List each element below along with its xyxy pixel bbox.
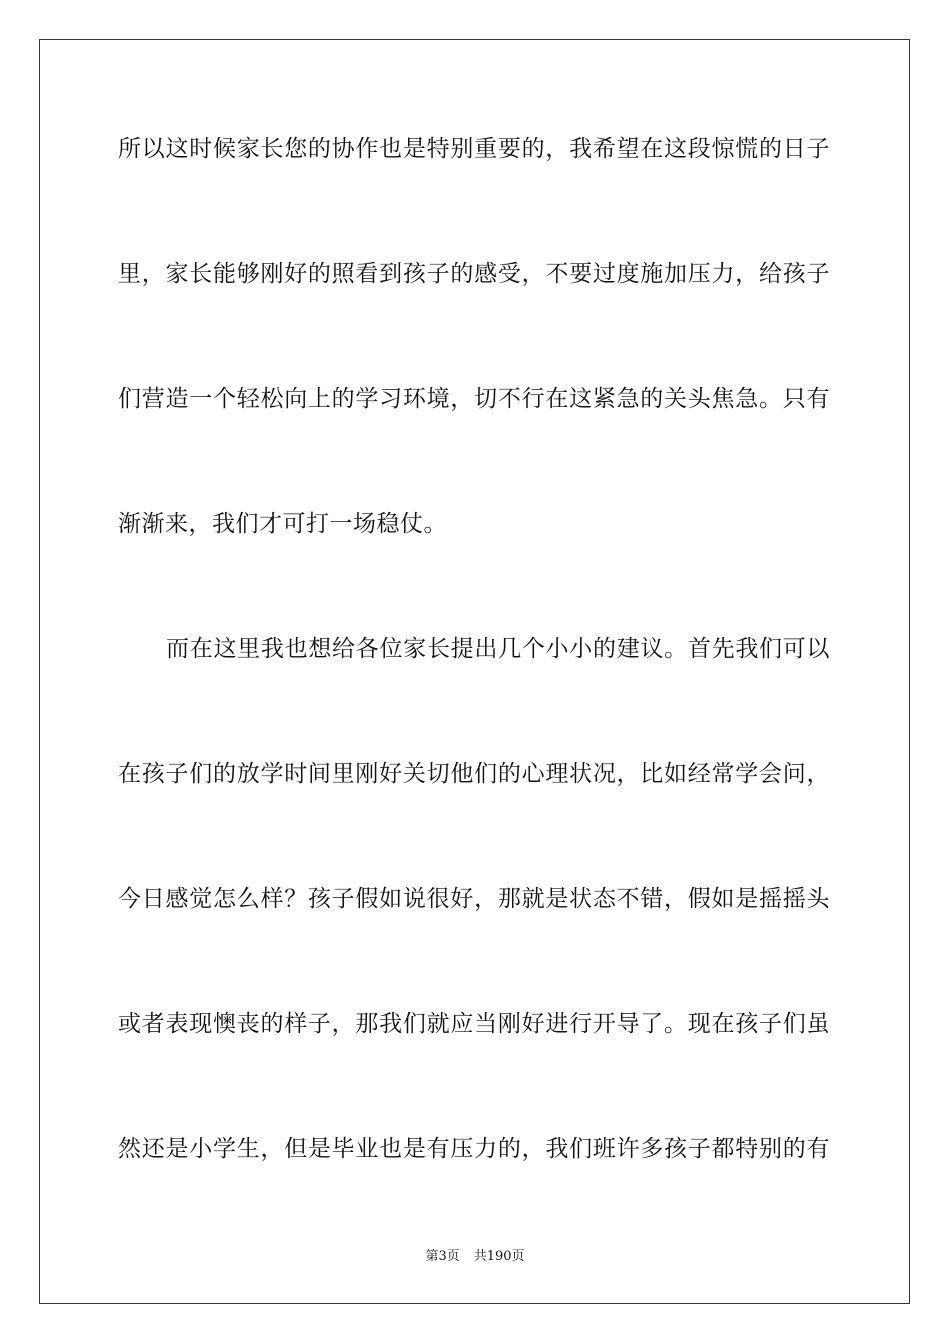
text-line-6: 在孩子们的放学时间里刚好关切他们的心理状况，比如经常学会问， (118, 761, 830, 787)
text-line-1: 所以这时候家长您的协作也是特别重要的，我希望在这段惊慌的日子 (118, 136, 830, 162)
text-line-7: 今日感觉怎么样？孩子假如说很好，那就是状态不错，假如是摇摇头 (118, 886, 830, 912)
total-pages: 共190页 (473, 1249, 525, 1264)
page-number: 第3页 (425, 1249, 460, 1264)
text-line-8: 或者表现懊丧的样子，那我们就应当刚好进行开导了。现在孩子们虽 (118, 1011, 830, 1037)
text-line-4: 渐渐来，我们才可打一场稳仗。 (118, 511, 447, 537)
text-line-9: 然还是小学生，但是毕业也是有压力的，我们班许多孩子都特别的有 (118, 1136, 830, 1162)
text-line-2: 里，家长能够刚好的照看到孩子的感受，不要过度施加压力，给孩子 (118, 261, 830, 287)
text-line-5: 而在这里我也想给各位家长提出几个小小的建议。首先我们可以 (166, 636, 830, 662)
text-line-3: 们营造一个轻松向上的学习环境，切不行在这紧急的关头焦急。只有 (118, 386, 830, 412)
page-footer (0, 1245, 950, 1264)
page-border (39, 39, 910, 1304)
